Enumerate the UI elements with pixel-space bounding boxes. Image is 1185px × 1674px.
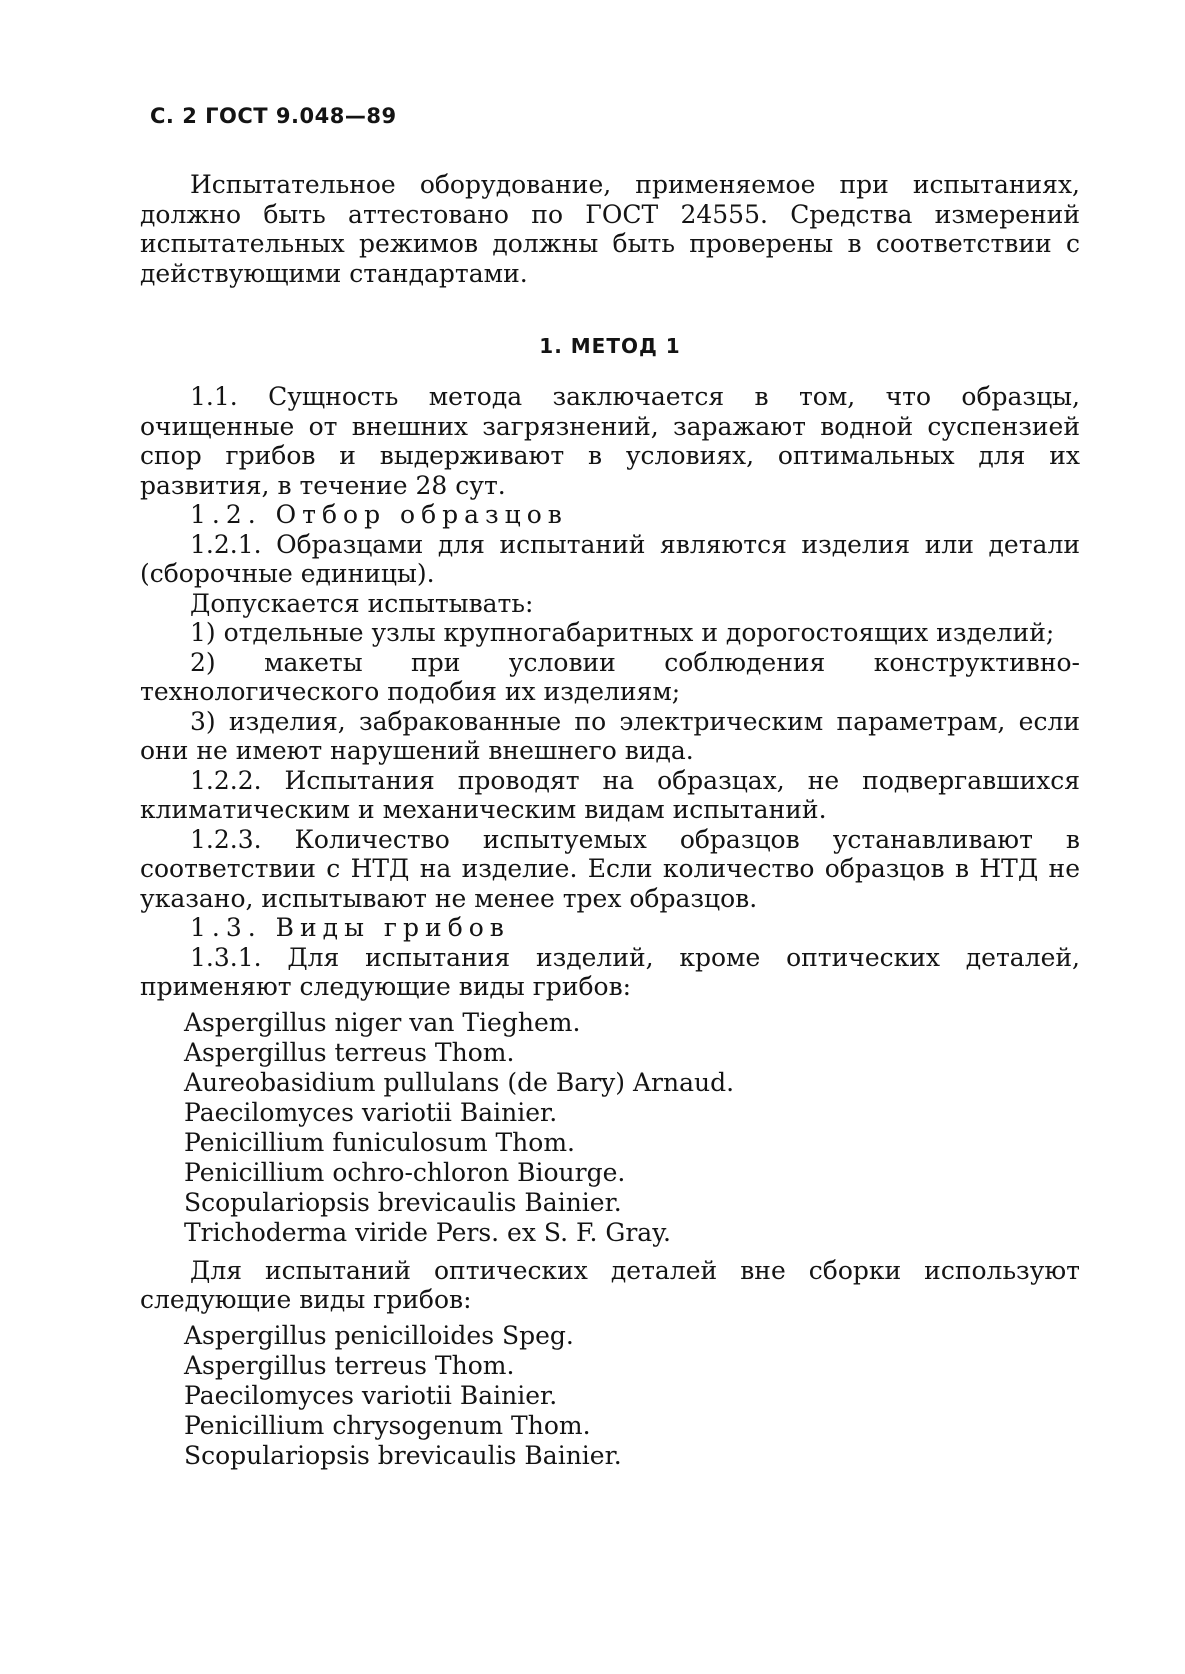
main-content — [140, 382, 1080, 1479]
intro-paragraph: Испытательное оборудование, применяемое при испытаниях, должно быть аттестовано по ГОСТ 24555. Средства измерений испытательных режимов должны быть проверены в соответствии с действующими стандартами. — [140, 170, 1080, 288]
species-item: Penicillium funiculosum Thom. — [184, 1127, 575, 1157]
paragraph-allowed: Допускается испытывать: — [190, 588, 534, 618]
paragraph-1-2-1: 1.2.1. Образцами для испытаний являются изделия или детали (сборочные единицы). — [140, 529, 1080, 588]
species-item: Penicillium ochro-chloron Biourge. — [184, 1157, 626, 1187]
species-item: Aspergillus terreus Thom. — [184, 1350, 515, 1380]
species-item: Aspergillus penicilloides Speg. — [184, 1320, 574, 1350]
species-item: Aspergillus niger van Tieghem. — [184, 1007, 581, 1037]
intro-block — [140, 170, 1080, 288]
heading-1-3: 1.3. Виды грибов — [190, 913, 510, 942]
list-item-1: 1) отдельные узлы крупногабаритных и дорогостоящих изделий; — [190, 618, 1055, 647]
page-header: С. 2 ГОСТ 9.048—89 — [150, 104, 397, 128]
species-item: Penicillium chrysogenum Thom. — [184, 1410, 591, 1440]
paragraph-1-1: 1.1. Сущность метода заключается в том, что образцы, очищенные от внешних загрязнений, заражают водной суспензией спор грибов и выдерживают в условиях, оптимальных для их развития, в течение 28 сут. — [140, 382, 1080, 500]
paragraph-1-2-2: 1.2.2. Испытания проводят на образцах, не подвергавшихся климатическим и механическим видам испытаний. — [140, 765, 1080, 824]
species-list-general — [140, 1008, 1080, 1248]
species-item: Paecilomyces variotii Bainier. — [184, 1380, 558, 1410]
species-item: Aspergillus terreus Thom. — [184, 1037, 515, 1067]
paragraph-1-2-3: 1.2.3. Количество испытуемых образцов устанавливают в соответствии с НТД на изделие. Если количество образцов в НТД не указано, испытывают не менее трех образцов. — [140, 824, 1080, 913]
list-item-2: 2) макеты при условии соблюдения конструктивно-технологического подобия их изделиям; — [140, 647, 1080, 706]
paragraph-1-3-1: 1.3.1. Для испытания изделий, кроме оптических деталей, применяют следующие виды грибов: — [140, 942, 1080, 1001]
species-item: Trichoderma viride Pers. ex S. F. Gray. — [184, 1217, 671, 1247]
list-item-3: 3) изделия, забракованные по электрическим параметрам, если они не имеют нарушений внешнего вида. — [140, 706, 1080, 765]
species-list-optical — [140, 1321, 1080, 1471]
species-item: Aureobasidium pullulans (de Bary) Arnaud. — [184, 1067, 735, 1097]
section-title: 1. МЕТОД 1 — [539, 334, 681, 358]
species-item: Paecilomyces variotii Bainier. — [184, 1097, 558, 1127]
paragraph-optical: Для испытаний оптических деталей вне сборки используют следующие виды грибов: — [140, 1255, 1080, 1314]
heading-1-2: 1.2. Отбор образцов — [190, 500, 568, 529]
species-item: Scopulariopsis brevicaulis Bainier. — [184, 1440, 622, 1470]
species-item: Scopulariopsis brevicaulis Bainier. — [184, 1187, 622, 1217]
